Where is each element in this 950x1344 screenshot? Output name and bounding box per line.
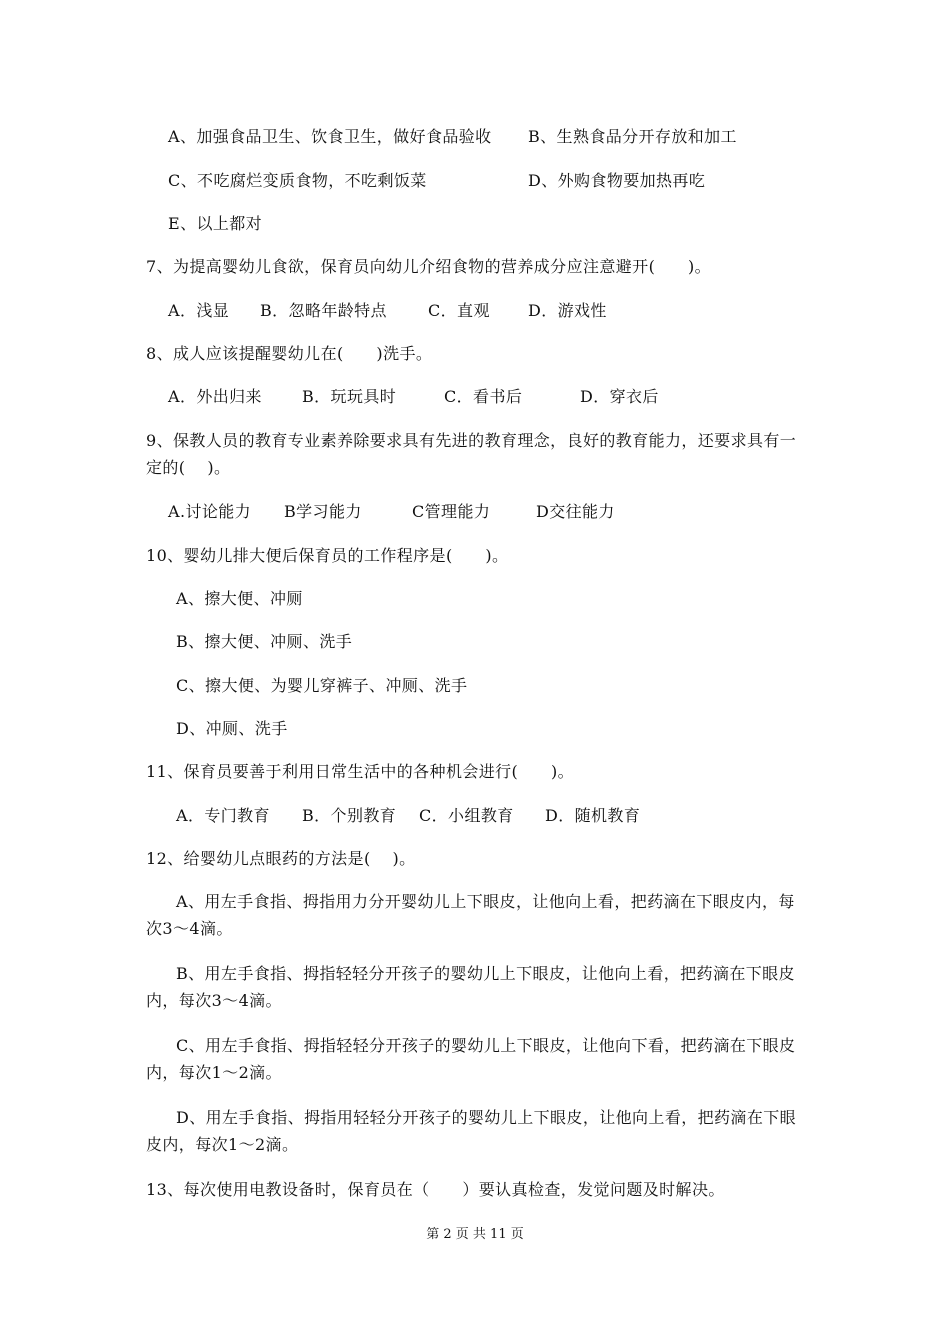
- q9-option-c: C管理能力: [412, 502, 491, 521]
- q7-option-b: B．忽略年龄特点: [260, 301, 387, 320]
- q10-option-b: B、擦大便、冲厕、洗手: [176, 632, 353, 651]
- q11-option-b: B．个别教育: [302, 806, 397, 825]
- q10-stem: 10、婴幼儿排大便后保育员的工作程序是( )。: [146, 546, 509, 565]
- q13-stem: 13、每次使用电教设备时，保育员在（ ）要认真检查，发觉问题及时解决。: [146, 1180, 725, 1199]
- q6-option-b: B、生熟食品分开存放和加工: [528, 127, 737, 146]
- q9-option-d: D交往能力: [536, 502, 615, 521]
- q8-option-d: D．穿衣后: [580, 387, 659, 406]
- page-number-footer: 第 2 页 共 11 页: [426, 1227, 524, 1242]
- q7-stem: 7、为提高婴幼儿食欲，保育员向幼儿介绍食物的营养成分应注意避开( )。: [146, 257, 712, 276]
- q6-option-e: E、以上都对: [168, 214, 263, 233]
- q8-option-c: C．看书后: [444, 387, 523, 406]
- q12-option-b-line1: B、用左手食指、拇指轻轻分开孩子的婴幼儿上下眼皮，让他向上看，把药滴在下眼皮: [176, 964, 795, 983]
- q9-stem-line1: 9、保教人员的教育专业素养除要求具有先进的教育理念，良好的教育能力，还要求具有一: [146, 431, 797, 450]
- q8-option-a: A．外出归来: [168, 387, 262, 406]
- q9-stem-line2: 定的( )。: [146, 458, 231, 477]
- q7-option-d: D．游戏性: [528, 301, 607, 320]
- q12-option-c-line2: 内，每次1～2滴。: [146, 1063, 282, 1082]
- q7-option-c: C．直观: [428, 301, 490, 320]
- q9-option-b: B学习能力: [284, 502, 362, 521]
- q11-option-c: C．小组教育: [419, 806, 514, 825]
- q12-option-a-line2: 次3～4滴。: [146, 919, 233, 938]
- q11-stem: 11、保育员要善于利用日常生活中的各种机会进行( )。: [146, 762, 575, 781]
- q7-option-a: A．浅显: [168, 301, 230, 320]
- q12-option-d-line2: 皮内，每次1～2滴。: [146, 1135, 299, 1154]
- q10-option-a: A、擦大便、冲厕: [176, 589, 303, 608]
- q6-option-d: D、外购食物要加热再吃: [528, 171, 706, 190]
- q11-option-d: D．随机教育: [545, 806, 641, 825]
- q8-option-b: B．玩玩具时: [302, 387, 397, 406]
- q11-option-a: A．专门教育: [176, 806, 270, 825]
- q6-option-a: A、加强食品卫生、饮食卫生，做好食品验收: [168, 127, 492, 146]
- q12-option-a-line1: A、用左手食指、拇指用力分开婴幼儿上下眼皮，让他向上看，把药滴在下眼皮内，每: [176, 892, 795, 911]
- q9-option-a: A.讨论能力: [168, 502, 252, 521]
- q10-option-d: D、冲厕、洗手: [176, 719, 288, 738]
- q10-option-c: C、擦大便、为婴儿穿裤子、冲厕、洗手: [176, 676, 468, 695]
- q6-option-c: C、不吃腐烂变质食物，不吃剩饭菜: [168, 171, 427, 190]
- q12-option-d-line1: D、用左手食指、拇指用轻轻分开孩子的婴幼儿上下眼皮，让他向上看，把药滴在下眼: [176, 1108, 797, 1127]
- q12-option-c-line1: C、用左手食指、拇指轻轻分开孩子的婴幼儿上下眼皮，让他向下看，把药滴在下眼皮: [176, 1036, 796, 1055]
- q12-stem: 12、给婴幼儿点眼药的方法是( )。: [146, 849, 416, 868]
- q8-stem: 8、成人应该提醒婴幼儿在( )洗手。: [146, 344, 433, 363]
- q12-option-b-line2: 内，每次3～4滴。: [146, 991, 282, 1010]
